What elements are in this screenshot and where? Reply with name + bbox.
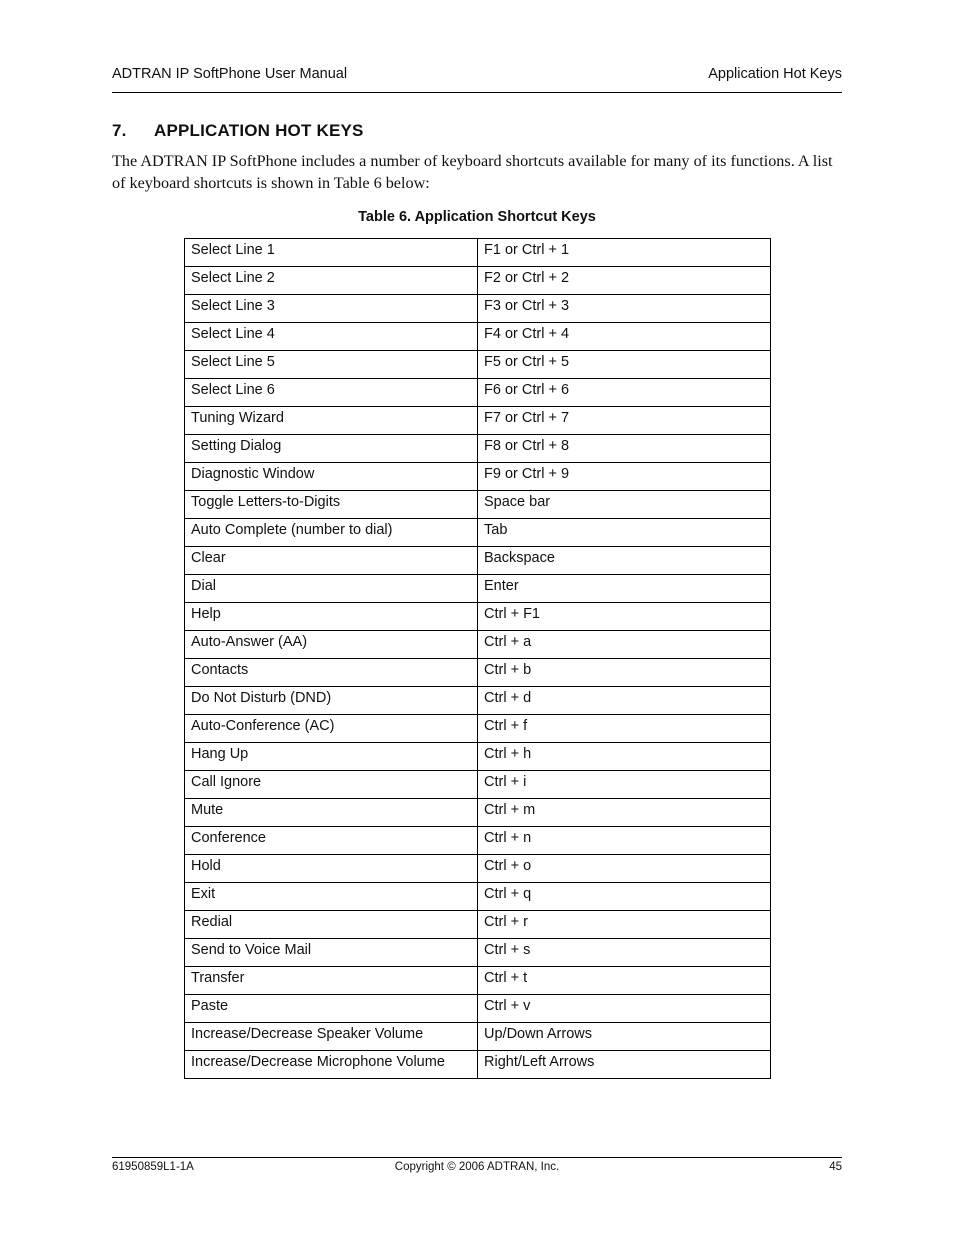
table-row xyxy=(185,715,771,743)
table-caption: Table 6. Application Shortcut Keys xyxy=(358,209,596,225)
function-cell: Clear xyxy=(185,547,478,575)
table-row xyxy=(185,771,771,799)
function-cell: Tuning Wizard xyxy=(185,407,478,435)
table-row xyxy=(185,547,771,575)
shortcut-cell: Ctrl + v xyxy=(478,995,771,1023)
function-cell: Auto-Answer (AA) xyxy=(185,631,478,659)
shortcut-cell: Ctrl + f xyxy=(478,715,771,743)
shortcut-cell: F3 or Ctrl + 3 xyxy=(478,295,771,323)
shortcut-cell: Ctrl + d xyxy=(478,687,771,715)
table-row xyxy=(185,267,771,295)
footer-document-number: 61950859L1-1A xyxy=(112,1161,194,1173)
shortcut-cell: Ctrl + t xyxy=(478,967,771,995)
table-row xyxy=(185,603,771,631)
table-row xyxy=(185,463,771,491)
table-row xyxy=(185,743,771,771)
table-row xyxy=(185,407,771,435)
table-row xyxy=(185,379,771,407)
function-cell: Auto Complete (number to dial) xyxy=(185,519,478,547)
shortcut-cell: Ctrl + r xyxy=(478,911,771,939)
shortcut-table-body xyxy=(185,239,771,1079)
table-row xyxy=(185,239,771,267)
shortcut-cell: Ctrl + a xyxy=(478,631,771,659)
shortcut-cell: Ctrl + o xyxy=(478,855,771,883)
table-row xyxy=(185,799,771,827)
function-cell: Auto-Conference (AC) xyxy=(185,715,478,743)
function-cell: Diagnostic Window xyxy=(185,463,478,491)
table-row xyxy=(185,575,771,603)
function-cell: Help xyxy=(185,603,478,631)
function-cell: Select Line 2 xyxy=(185,267,478,295)
header-section-title: Application Hot Keys xyxy=(708,66,842,82)
shortcut-cell: Ctrl + F1 xyxy=(478,603,771,631)
shortcut-cell: F4 or Ctrl + 4 xyxy=(478,323,771,351)
function-cell: Call Ignore xyxy=(185,771,478,799)
shortcut-cell: Up/Down Arrows xyxy=(478,1023,771,1051)
shortcut-cell: Ctrl + s xyxy=(478,939,771,967)
shortcut-cell: F2 or Ctrl + 2 xyxy=(478,267,771,295)
function-cell: Hold xyxy=(185,855,478,883)
shortcut-cell: F8 or Ctrl + 8 xyxy=(478,435,771,463)
function-cell: Dial xyxy=(185,575,478,603)
header-document-title: ADTRAN IP SoftPhone User Manual xyxy=(112,66,348,82)
shortcut-cell: Ctrl + i xyxy=(478,771,771,799)
function-cell: Increase/Decrease Microphone Volume xyxy=(185,1051,478,1079)
function-cell: Setting Dialog xyxy=(185,435,478,463)
function-cell: Select Line 5 xyxy=(185,351,478,379)
shortcut-cell: Ctrl + b xyxy=(478,659,771,687)
table-row xyxy=(185,295,771,323)
function-cell: Select Line 3 xyxy=(185,295,478,323)
footer-page-number: 45 xyxy=(829,1161,842,1173)
table-row xyxy=(185,323,771,351)
shortcut-cell: Ctrl + n xyxy=(478,827,771,855)
table-row xyxy=(185,491,771,519)
function-cell: Toggle Letters-to-Digits xyxy=(185,491,478,519)
shortcut-cell: F6 or Ctrl + 6 xyxy=(478,379,771,407)
table-row xyxy=(185,883,771,911)
shortcut-cell: F9 or Ctrl + 9 xyxy=(478,463,771,491)
function-cell: Conference xyxy=(185,827,478,855)
shortcut-cell: Backspace xyxy=(478,547,771,575)
page-footer xyxy=(112,1157,842,1173)
table-row xyxy=(185,687,771,715)
shortcut-cell: Tab xyxy=(478,519,771,547)
footer-copyright: Copyright © 2006 ADTRAN, Inc. xyxy=(394,1161,560,1173)
function-cell: Transfer xyxy=(185,967,478,995)
table-row xyxy=(185,967,771,995)
function-cell: Contacts xyxy=(185,659,478,687)
section-number: 7. xyxy=(112,121,127,140)
function-cell: Redial xyxy=(185,911,478,939)
function-cell: Select Line 6 xyxy=(185,379,478,407)
function-cell: Exit xyxy=(185,883,478,911)
function-cell: Mute xyxy=(185,799,478,827)
shortcut-keys-table xyxy=(184,238,771,1079)
function-cell: Paste xyxy=(185,995,478,1023)
shortcut-cell: F5 or Ctrl + 5 xyxy=(478,351,771,379)
shortcut-cell: Space bar xyxy=(478,491,771,519)
shortcut-cell: Right/Left Arrows xyxy=(478,1051,771,1079)
function-cell: Do Not Disturb (DND) xyxy=(185,687,478,715)
table-row xyxy=(185,435,771,463)
shortcut-cell: F7 or Ctrl + 7 xyxy=(478,407,771,435)
shortcut-cell: F1 or Ctrl + 1 xyxy=(478,239,771,267)
function-cell: Select Line 1 xyxy=(185,239,478,267)
table-row xyxy=(185,351,771,379)
table-row xyxy=(185,519,771,547)
shortcut-cell: Ctrl + q xyxy=(478,883,771,911)
intro-paragraph: The ADTRAN IP SoftPhone includes a number of keyboard shortcuts available for many of its functions. A list of keyboard shortcuts is shown in Table 6 below: xyxy=(112,152,833,192)
section-title: APPLICATION HOT KEYS xyxy=(154,121,364,140)
function-cell: Send to Voice Mail xyxy=(185,939,478,967)
table-row xyxy=(185,939,771,967)
table-row xyxy=(185,855,771,883)
function-cell: Select Line 4 xyxy=(185,323,478,351)
table-row xyxy=(185,631,771,659)
table-row xyxy=(185,911,771,939)
shortcut-cell: Ctrl + h xyxy=(478,743,771,771)
function-cell: Hang Up xyxy=(185,743,478,771)
table-row xyxy=(185,1023,771,1051)
page-header xyxy=(112,66,842,93)
shortcut-cell: Ctrl + m xyxy=(478,799,771,827)
table-row xyxy=(185,659,771,687)
shortcut-cell: Enter xyxy=(478,575,771,603)
section-heading xyxy=(112,121,364,141)
function-cell: Increase/Decrease Speaker Volume xyxy=(185,1023,478,1051)
table-row xyxy=(185,995,771,1023)
table-row xyxy=(185,827,771,855)
table-row xyxy=(185,1051,771,1079)
